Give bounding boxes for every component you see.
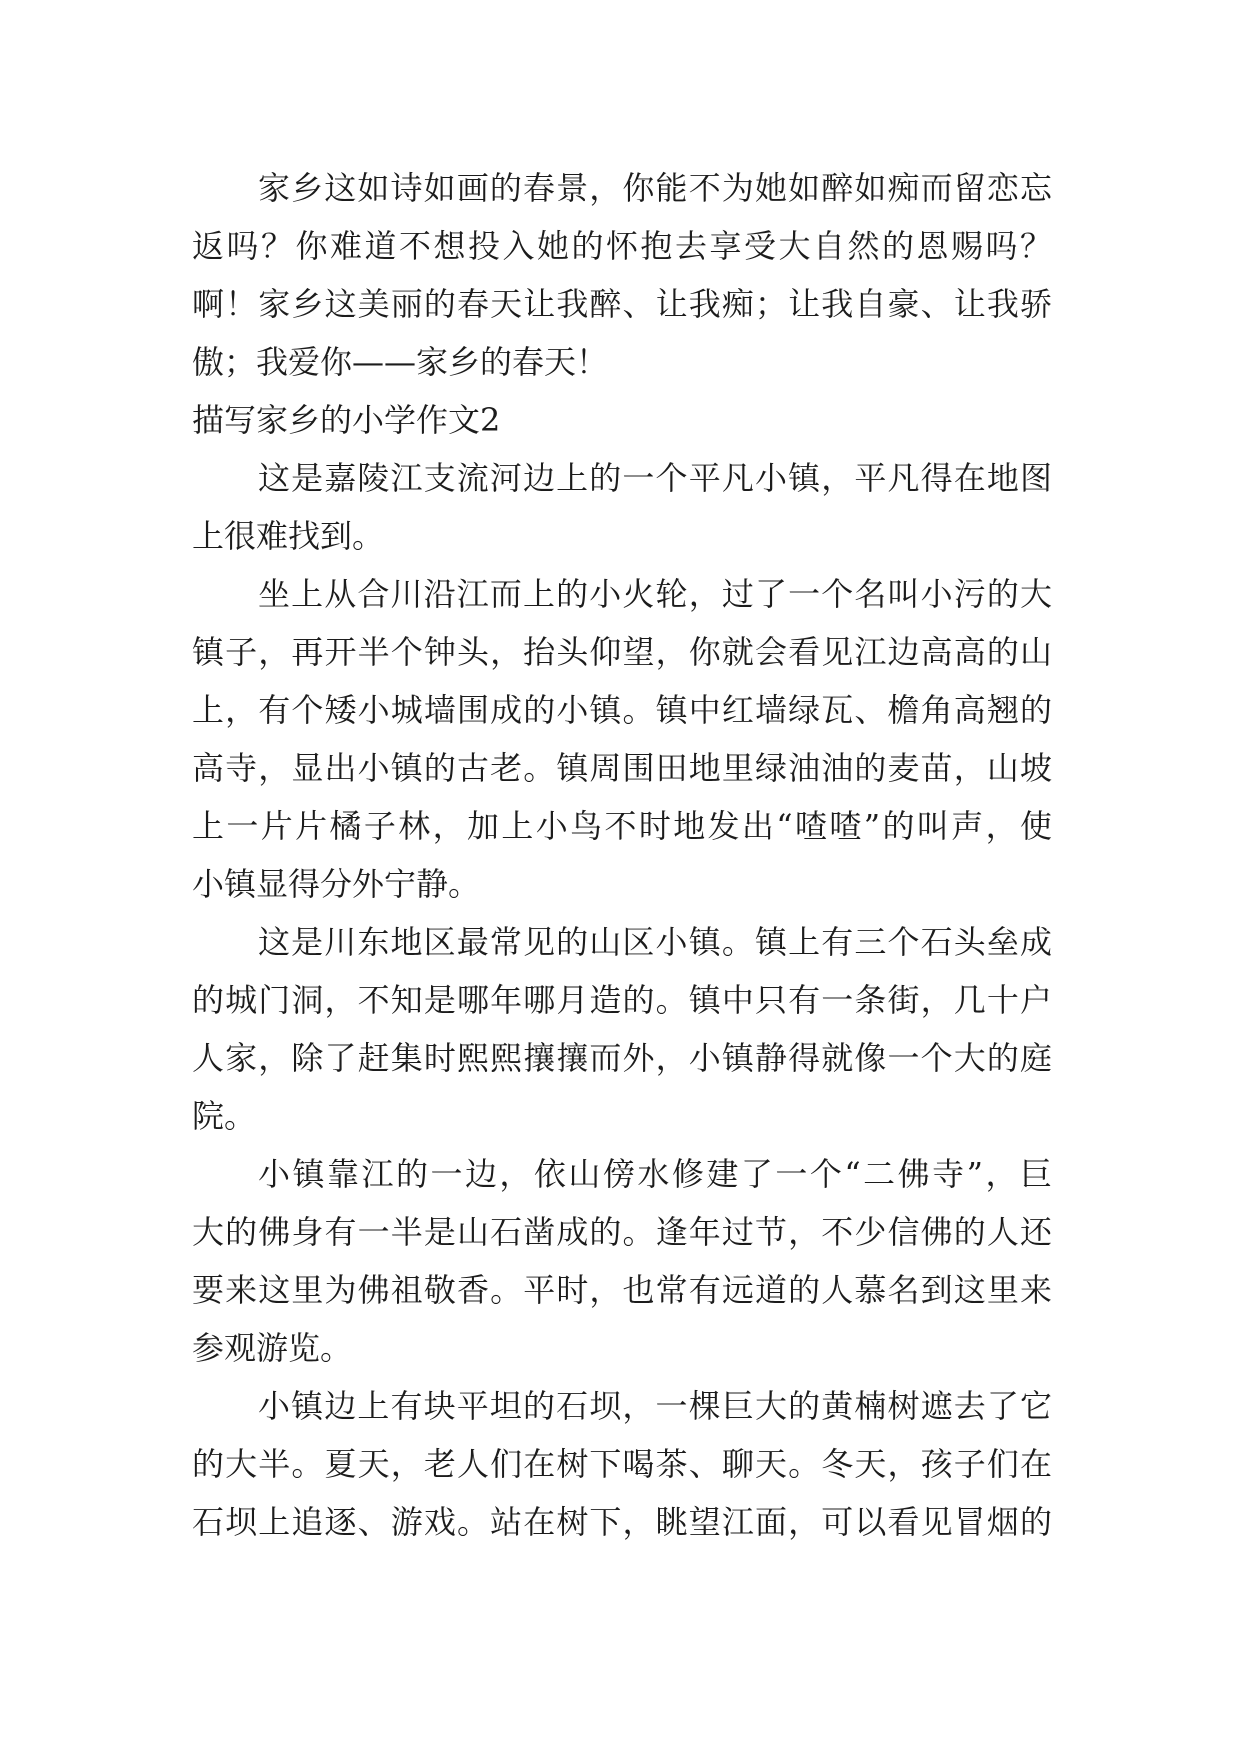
text-line: 人家，除了赶集时熙熙攘攘而外，小镇静得就像一个大的庭 [192, 1039, 1052, 1077]
text-line: 返吗？你难道不想投入她的怀抱去享受大自然的恩赐吗？ [192, 227, 1052, 265]
text-line: 的大半。夏天，老人们在树下喝茶、聊天。冬天，孩子们在 [192, 1445, 1052, 1483]
text-line: 石坝上追逐、游戏。站在树下，眺望江面，可以看见冒烟的 [192, 1503, 1052, 1541]
paragraph [192, 159, 1052, 391]
text-line: 的城门洞，不知是哪年哪月造的。镇中只有一条街，几十户 [192, 981, 1052, 1019]
text-line: 要来这里为佛祖敬香。平时，也常有远道的人慕名到这里来 [192, 1271, 1052, 1309]
paragraph [192, 565, 1052, 913]
text-line: 家乡这如诗如画的春景，你能不为她如醉如痴而留恋忘 [258, 169, 1052, 207]
paragraph [192, 1145, 1052, 1377]
text-line: 上一片片橘子林，加上小鸟不时地发出“喳喳”的叫声，使 [192, 807, 1052, 845]
text-line: 啊！家乡这美丽的春天让我醉、让我痴；让我自豪、让我骄 [192, 285, 1052, 323]
paragraph [192, 1377, 1052, 1551]
text-line: 镇子，再开半个钟头，抬头仰望，你就会看见江边高高的山 [192, 633, 1052, 671]
text-line: 小镇显得分外宁静。 [192, 865, 481, 903]
document-body [192, 159, 1052, 1551]
text-line: 小镇边上有块平坦的石坝，一棵巨大的黄楠树遮去了它 [258, 1387, 1052, 1425]
text-line: 高寺，显出小镇的古老。镇周围田地里绿油油的麦苗，山坡 [192, 749, 1052, 787]
text-line: 傲；我爱你——家乡的春天！ [192, 343, 609, 381]
paragraph [192, 913, 1052, 1145]
text-line: 参观游览。 [192, 1329, 353, 1367]
text-line: 院。 [192, 1097, 257, 1135]
text-line: 上很难找到。 [192, 517, 385, 555]
text-line: 小镇靠江的一边，依山傍水修建了一个“二佛寺”，巨 [258, 1155, 1052, 1193]
text-line: 这是川东地区最常见的山区小镇。镇上有三个石头垒成 [258, 923, 1052, 961]
paragraph [192, 449, 1052, 565]
text-line: 上，有个矮小城墙围成的小镇。镇中红墙绿瓦、檐角高翘的 [192, 691, 1052, 729]
section-heading: 描写家乡的小学作文2 [192, 401, 501, 439]
text-line: 这是嘉陵江支流河边上的一个平凡小镇，平凡得在地图 [258, 459, 1052, 497]
text-line: 大的佛身有一半是山石凿成的。逢年过节，不少信佛的人还 [192, 1213, 1052, 1251]
text-line: 坐上从合川沿江而上的小火轮，过了一个名叫小污的大 [258, 575, 1052, 613]
